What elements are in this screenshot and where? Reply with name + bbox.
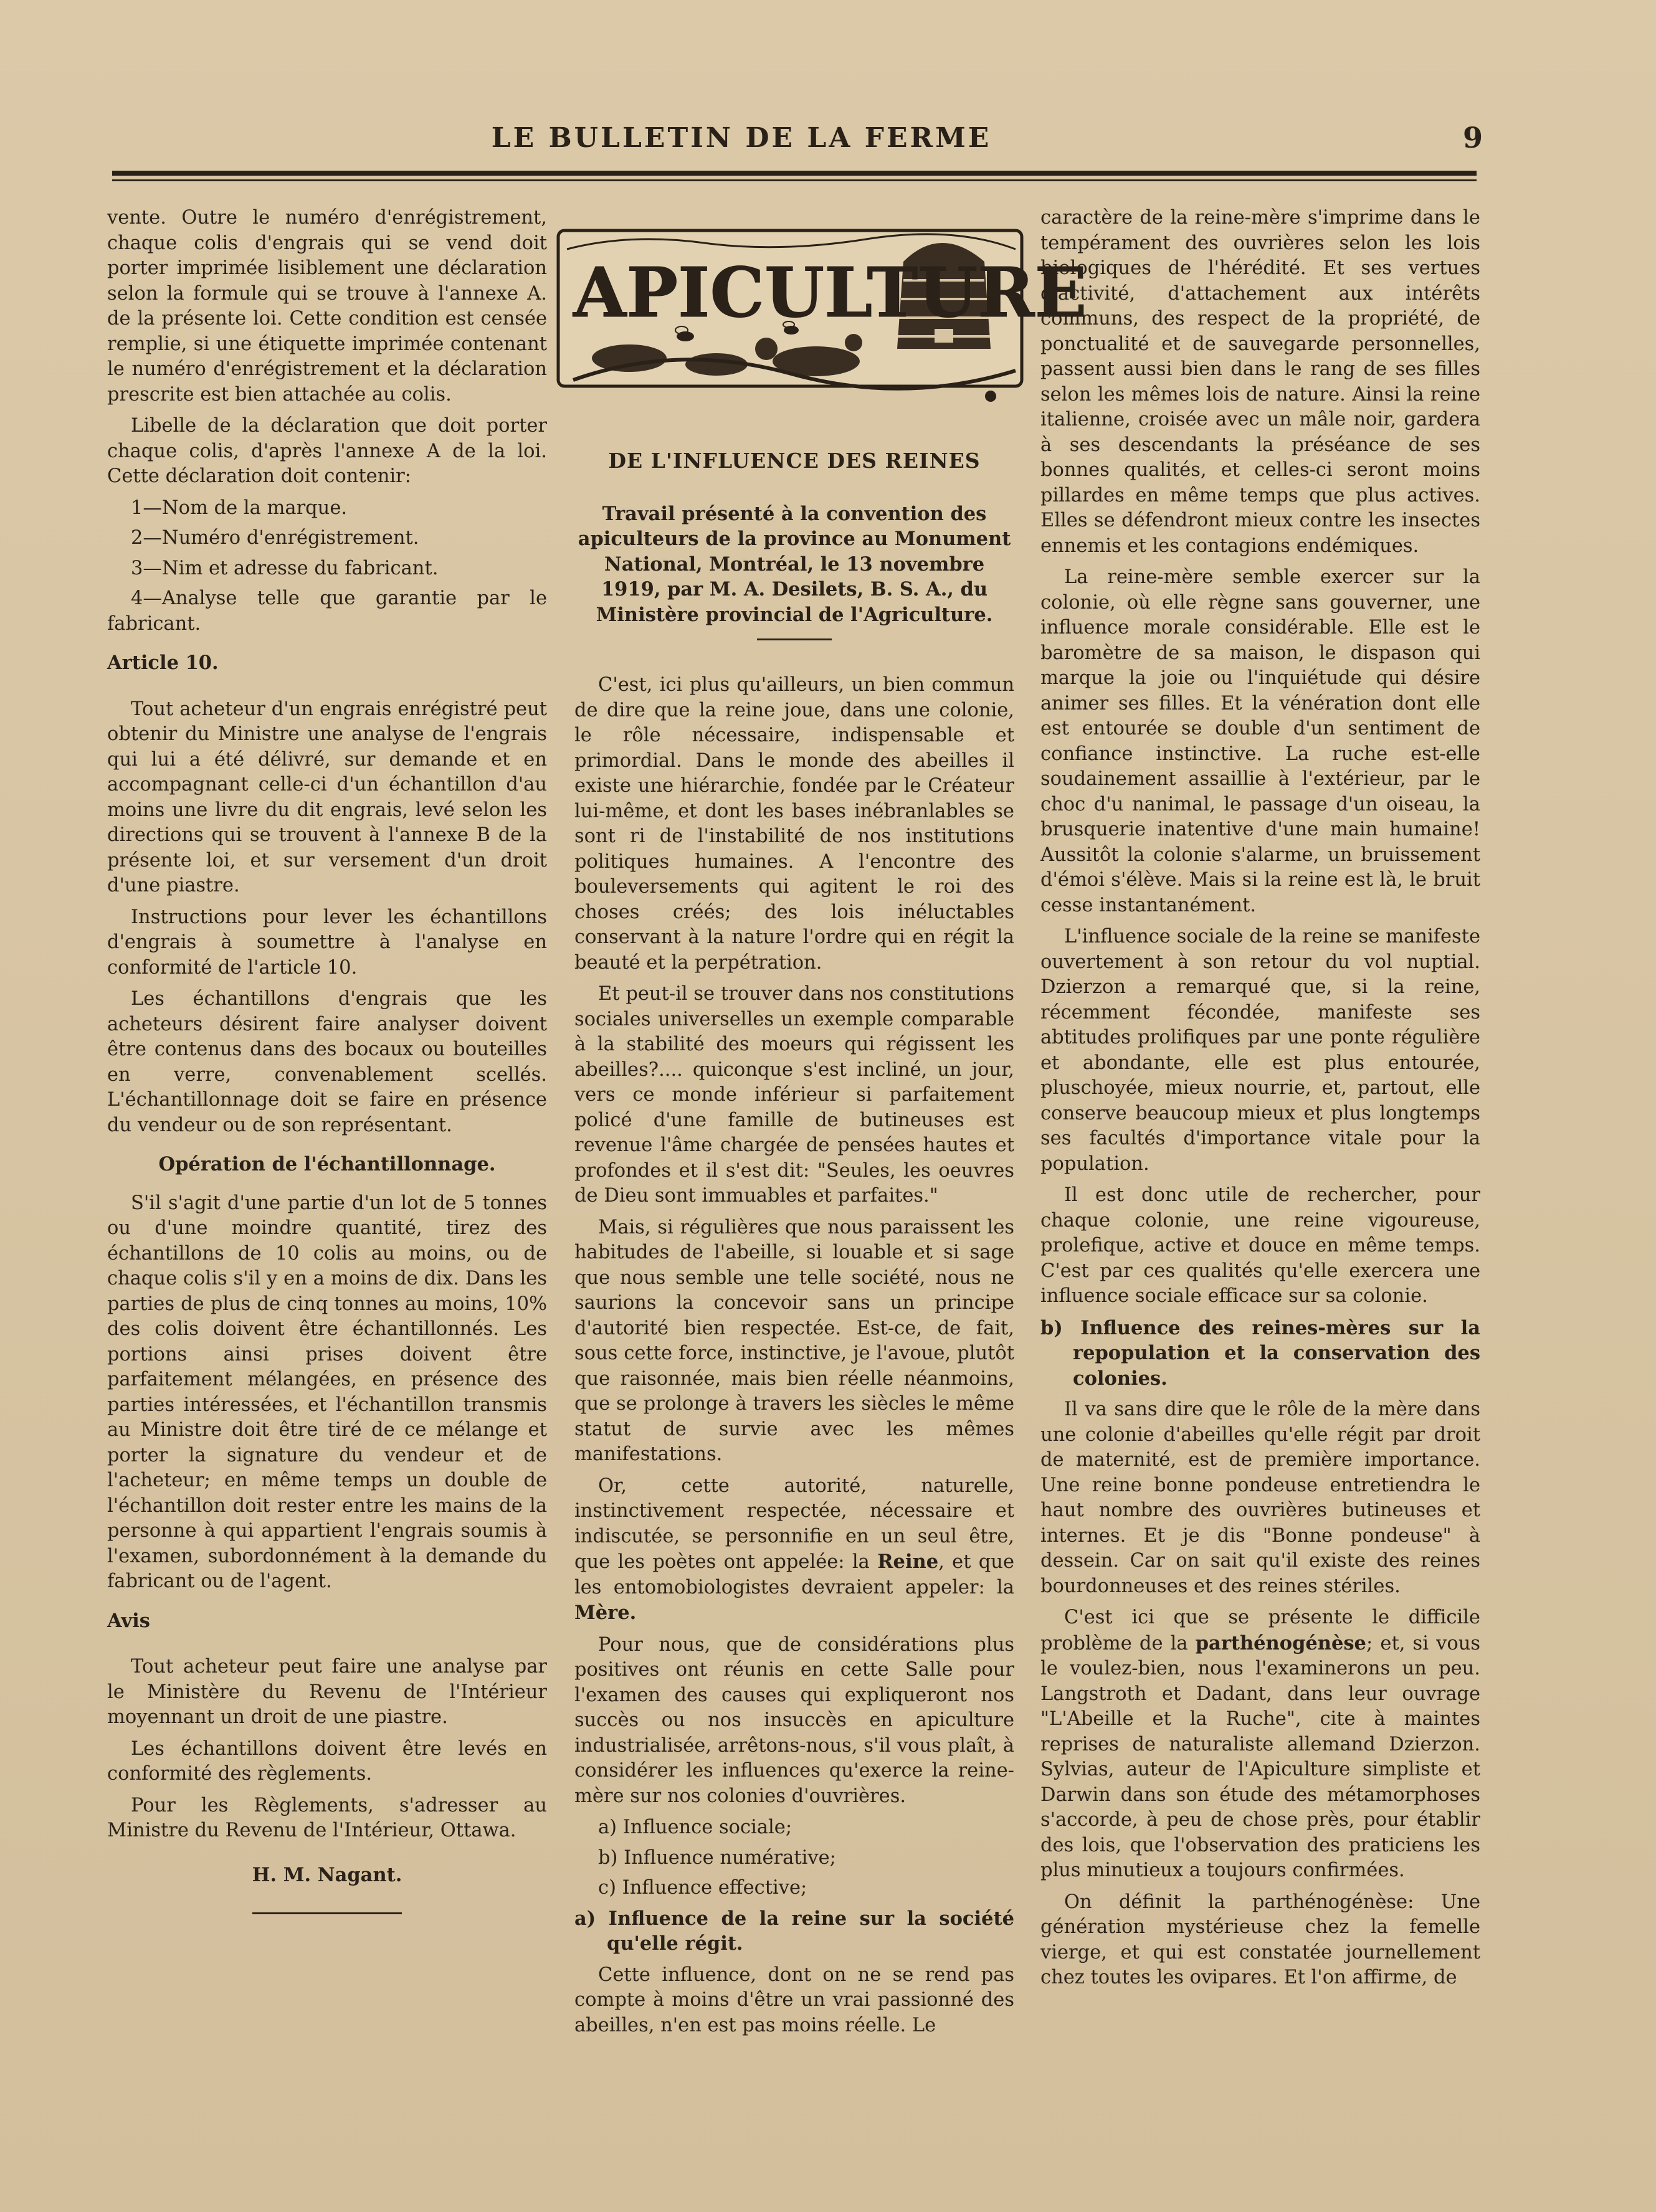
- article-10-heading: Article 10.: [107, 652, 219, 674]
- paragraph: Les échantillons d'engrais que les acheteurs désirent faire analyser doivent être contenus dans des bocaux ou bouteilles en verre, convenablement scellés. L'échantillonnage doit se faire en présence du vendeur ou de son représentant.: [107, 988, 547, 1136]
- paragraph: La reine-mère semble exercer sur la colonie, où elle règne sans gouverner, une influence morale considérable. Elle est le baromètre de sa maison, le dispason qui marque la joie ou l'inquiétude qui désire animer ses filles. Et la vénération dont elle est entourée se double d'un sentiment de confiance instinctive. La ruche est-elle soudainement assaillie à l'extérieur, par le choc d'u nanimal, le passage d'un oiseau, la brusquerie inatentive d'une main humaine! Aussitôt la colonie s'alarme, un bruissement d'émoi s'élève. Mais si la reine est là, le bruit cesse instantanément.: [1040, 566, 1480, 916]
- operation-heading: Opération de l'échantillonnage.: [158, 1153, 496, 1175]
- text-run: C'est ici que se présente le difficile problème de la: [1040, 1607, 1480, 1654]
- text-run: Or, cette autorité, naturelle, instinctivement respectée, nécessaire et indiscutée, se personnifie en un seul être, que les poètes ont appelée: la: [574, 1474, 1014, 1573]
- article-header: [574, 449, 1014, 665]
- paragraph: Mais, si régulières que nous paraissent les habitudes de l'abeille, si louable et si sage que nous semble une telle société, nous ne saurions la concevoir sans un principe d'autorité bien respectée. Est-ce, de fait, sous cette force, instinctive, je l'avoue, plutôt que raisonnée, mais bien réelle néanmoins, que se prolonge à travers les siècles le même statut de survie avec les mêmes manifestations.: [574, 1216, 1014, 1465]
- list-item: 2—Numéro d'enrégistrement.: [131, 527, 419, 549]
- page-number: 9: [1462, 121, 1483, 154]
- list-item: 1—Nom de la marque.: [131, 496, 348, 519]
- list-item: c) Influence effective;: [598, 1877, 807, 1899]
- list-item: b) Influence numérative;: [598, 1846, 836, 1869]
- paragraph: Tout acheteur d'un engrais enrégistré peut obtenir du Ministre une analyse de l'engrais qui lui a été délivré, sur demande et en accompagnant celle-ci d'un échantillon d'au moins une livre du dit engrais, levé selon les directions qui se trouvent à l'annexe B de la présente loi, et sur versement d'un droit d'une piastre.: [107, 698, 547, 896]
- column-middle: [574, 673, 1014, 2044]
- banner-illustration: [554, 224, 1087, 405]
- paragraph: On définit la parthénogénèse: Une génération mystérieuse chez la femelle vierge, et qui est constatée journellement chez toutes les ovipares. Et l'on affirme, de: [1040, 1891, 1480, 1988]
- column-right: [1040, 206, 1480, 1997]
- paragraph: Les échantillons doivent être levés en conformité des règlements.: [107, 1737, 547, 1785]
- list-item: 3—Nim et adresse du fabricant.: [131, 557, 439, 579]
- text-run: ; et, si vous le voulez-bien, nous l'examinerons un peu. Langstroth et Dadant, dans leur ouvrage "L'Abeille et la Ruche", cite à maintes reprises de naturaliste allemand Dzierzon. Sylvias, auteur de l'Apiculture simpliste et Darwin dans son étude des métamorphoses s'accorde, à peu de chose près, pour établir des lois, que l'observation des praticiens les plus minutieux a toujours confirmées.: [1040, 1632, 1480, 1881]
- article-title: DE L'INFLUENCE DES REINES: [608, 449, 981, 473]
- signature: H. M. Nagant.: [252, 1863, 402, 1886]
- paragraph: [1040, 1605, 1480, 1884]
- paragraph: Il va sans dire que le rôle de la mère dans une colonie d'abeilles qu'elle régit par droit de maternité, est de première importance. Une reine bonne pondeuse entretiendra le haut nombre des ouvrières butineuses et internes. Et je dis "Bonne pondeuse" à dessein. Car on sait qu'il existe des reines bourdonneuses et des reines stériles.: [1040, 1398, 1480, 1597]
- paragraph: C'est, ici plus qu'ailleurs, un bien commun de dire que la reine joue, dans une colonie, le rôle nécessaire, indispensable et primordial. Dans le monde des abeilles il existe une hiérarchie, fondée par le Créateur lui-même, et dont les bases inébranlables se sont ri de l'instabilité de nos institutions politiques humaines. A l'encontre des bouleversements qui agitent le roi des choses créés; des lois inéluctables conservant à la nature l'ordre qui en régit la beauté et la perpétration.: [574, 674, 1014, 974]
- page-header: [112, 118, 1483, 162]
- paragraph: Pour nous, que de considérations plus positives ont réunis en cette Salle pour l'examen des causes qui expliqueront nos succès ou nos insuccès en apiculture industrialisée, arrêtons-nous, s'il vous plaît, à considérer les influences qu'exerce la reine-mère sur nos colonies d'ouvrières.: [574, 1633, 1014, 1807]
- paragraph: Libelle de la déclaration que doit porter chaque colis, d'après l'annexe A de la loi. Cette déclaration doit contenir:: [107, 415, 547, 487]
- paragraph: Tout acheteur peut faire une analyse par le Ministère du Revenu de l'Intérieur moyennant un droit de une piastre.: [107, 1656, 547, 1728]
- paragraph: [574, 1474, 1014, 1626]
- text-run-bold: Reine: [877, 1550, 939, 1573]
- paragraph: vente. Outre le numéro d'enrégistrement, chaque colis d'engrais qui se vend doit porter imprimée lisiblement une déclaration selon la formule qui se trouve à l'annexe A. de la présente loi. Cette condition est censée remplie, si une étiquette imprimée contenant le numéro d'enrégistrement et la déclaration prescrite est bien attachée au colis.: [107, 207, 547, 406]
- banner-title: APICULTURE: [573, 252, 1087, 333]
- paragraph: Pour les Règlements, s'adresser au Ministre du Revenu de l'Intérieur, Ottawa.: [107, 1794, 547, 1841]
- list-item: a) Influence sociale;: [598, 1816, 792, 1838]
- text-run-bold: Mère.: [574, 1602, 637, 1624]
- paragraph: Instructions pour lever les échantillons d'engrais à soumettre à l'analyse en conformité de l'article 10.: [107, 906, 547, 979]
- paragraph: Et peut-il se trouver dans nos constitutions sociales universelles un exemple comparable à la stabilité des moeurs qui régissent les abeilles?.... quiconque s'est incliné, un jour, vers ce monde inférieur si parfaitement policé d'une famille de butineuses est revenue l'âme chargée de pensées hautes et profondes et il s'est dit: "Seules, les oeuvres de Dieu sont immuables et parfaites.": [574, 983, 1014, 1207]
- list-item: 4—Analyse telle que garantie par le fabricant.: [107, 587, 547, 635]
- paragraph: L'influence sociale de la reine se manifeste ouvertement à son retour du vol nuptial. Dzierzon a remarqué que, si la reine, récemment fécondée, manifeste ses abtitudes prolifiques par une ponte régulière et abondante, elle est plus entourée, pluschoyée, mieux nourrie, et, partout, elle conserve beaucoup mieux et plus longtemps ses facultés d'importance vitale pour la population.: [1040, 926, 1480, 1175]
- apiculture-banner: [554, 224, 1087, 405]
- subheading-b: b) Influence des reines-mères sur la repopulation et la conservation des colonies.: [1040, 1316, 1480, 1390]
- paragraph: Cette influence, dont on ne se rend pas compte à moins d'être un vrai passionné des abeilles, n'en est pas moins réelle. Le: [574, 1963, 1014, 2036]
- publication-title: LE BULLETIN DE LA FERME: [491, 122, 992, 154]
- text-run-bold: parthénogénèse: [1195, 1631, 1366, 1654]
- article-subtitle: Travail présenté à la convention des apiculteurs de la province au Monument National, Montréal, le 13 novembre 1919, par M. A. Desilets, B. S. A., du Ministère provincial de l'Agriculture.: [578, 502, 1011, 626]
- header-rule-thin: [112, 179, 1477, 181]
- text-run: , et que les entomobiologistes devraient appeler: la: [574, 1551, 1014, 1598]
- end-rule: [252, 1912, 402, 1914]
- column-left: [107, 206, 547, 1914]
- separator-rule: [757, 638, 832, 640]
- paragraph: Il est donc utile de rechercher, pour chaque colonie, une reine vigoureuse, prolefique, active et douce en même temps. C'est par ces qualités qu'elle exercera une influence sociale efficace sur sa colonie.: [1040, 1184, 1480, 1307]
- subheading-a: a) Influence de la reine sur la société qu'elle régit.: [574, 1907, 1014, 1955]
- paragraph: caractère de la reine-mère s'imprime dans le tempérament des ouvrières selon les lois biologiques de l'hérédité. Et ses vertues d'activité, d'attachement aux intérêts communs, des respect de la propriété, de ponctualité et de sauvegarde personnelles, passent aussi bien dans le rang de ses filles selon les mêmes lois de nature. Ainsi la reine italienne, croisée avec un mâle noir, gardera à ses descendants la préséance de ses bonnes qualités, et celles-ci seront moins pillardes en même temps que plus actives. Elles se défendront mieux contre les insectes ennemis et les contagions endémiques.: [1040, 207, 1480, 557]
- avis-heading: Avis: [107, 1609, 150, 1632]
- paragraph: S'il s'agit d'une partie d'un lot de 5 tonnes ou d'une moindre quantité, tirez des échantillons de 10 colis au moins, ou de chaque colis s'il y en a moins de dix. Dans les parties de plus de cinq tonnes au moins, 10% des colis doivent être échantillonnés. Les portions ainsi prises doivent être parfaitement mélangées, en présence des parties intéressées, et l'échantillon transmis au Ministre doit être tiré de ce mélange et porter la signature du vendeur et de l'acheteur; en même temps un double de l'échantillon doit rester entre les mains de la personne à qui appartient l'engrais soumis à l'examen, subordonnément à la demande du fabricant ou de l'agent.: [107, 1192, 547, 1592]
- header-rule-thick: [112, 171, 1477, 176]
